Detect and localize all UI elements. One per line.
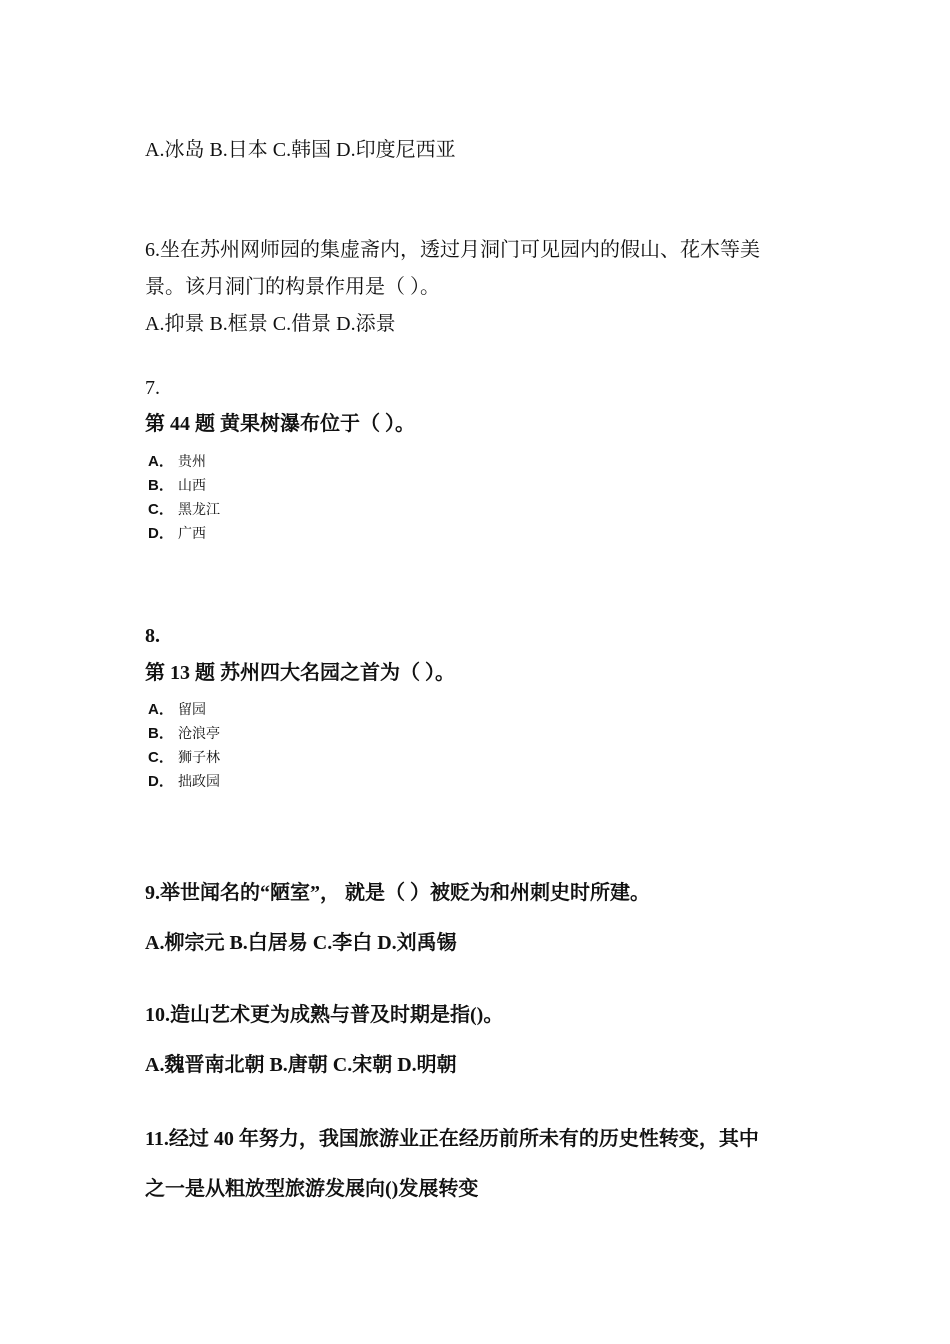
q8-option-d <box>148 773 220 791</box>
option-letter: B． <box>148 477 174 494</box>
q7-title-text: 第 44 题 黄果树瀑布位于（ ）。 <box>145 413 415 435</box>
q9-stem: 9.举世闻名的“陋室”， 就是（ ）被贬为和州刺史时所建。 <box>145 882 650 904</box>
q8-option-a <box>148 701 206 719</box>
q8-number: 8. <box>145 625 160 647</box>
q6-options: A.抑景 B.框景 C.借景 D.添景 <box>145 313 396 335</box>
option-letter: A． <box>148 701 174 718</box>
option-text: 黑龙江 <box>178 502 220 518</box>
q8-option-b <box>148 725 220 743</box>
option-letter: B． <box>148 725 174 742</box>
option-text: 山西 <box>178 478 206 494</box>
option-letter: D． <box>148 525 174 542</box>
option-letter: A． <box>148 453 174 470</box>
option-text: 贵州 <box>178 454 206 470</box>
q7-option-c <box>148 501 220 519</box>
option-letter: C． <box>148 501 174 518</box>
q5-options: A.冰岛 B.日本 C.韩国 D.印度尼西亚 <box>145 139 456 161</box>
q10-options: A.魏晋南北朝 B.唐朝 C.宋朝 D.明朝 <box>145 1054 457 1076</box>
option-letter: C． <box>148 749 174 766</box>
option-text: 沧浪亭 <box>178 726 220 742</box>
option-text: 狮子林 <box>178 750 220 766</box>
option-text: 拙政园 <box>178 774 220 790</box>
q7-title <box>145 412 415 436</box>
q7-option-d <box>148 525 206 543</box>
option-text: 留园 <box>178 702 206 718</box>
q10-stem: 10.造山艺术更为成熟与普及时期是指()。 <box>145 1004 504 1026</box>
q6-stem-line2: 景。该月洞门的构景作用是（ ）。 <box>145 276 440 298</box>
option-text: 广西 <box>178 526 206 542</box>
q11-stem-line1: 11.经过 40 年努力，我国旅游业正在经历前所未有的历史性转变，其中 <box>145 1128 759 1150</box>
q7-option-a <box>148 453 206 471</box>
q8-title: 第 13 题 苏州四大名园之首为（ ）。 <box>145 662 455 684</box>
q8-option-c <box>148 749 220 767</box>
option-letter: D． <box>148 773 174 790</box>
q7-option-b <box>148 477 206 495</box>
q11-stem-line2: 之一是从粗放型旅游发展向()发展转变 <box>145 1178 479 1200</box>
q9-options: A.柳宗元 B.白居易 C.李白 D.刘禹锡 <box>145 932 457 954</box>
q6-stem-line1: 6.坐在苏州网师园的集虚斋内，透过月洞门可见园内的假山、花木等美 <box>145 239 760 261</box>
q7-number: 7. <box>145 377 160 399</box>
